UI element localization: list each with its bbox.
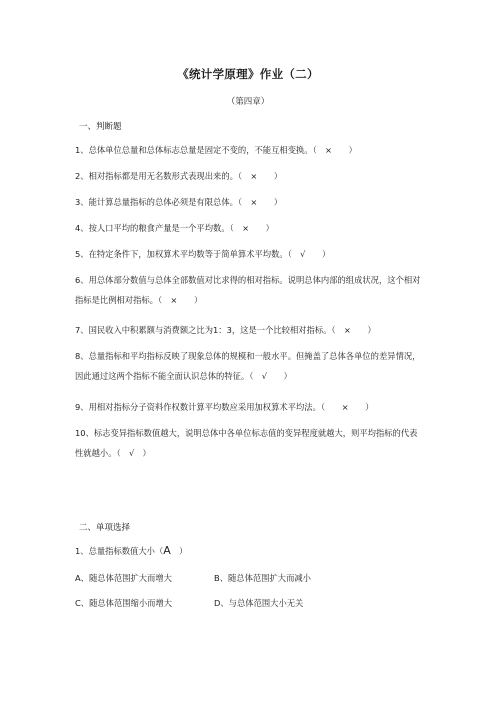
option-c: C、随总体范围缩小而增大 [75, 598, 173, 608]
question-text: 10、标志变异指标数值越大，说明总体中各单位标志值的变异程度就越大，则平均指标的代表性就越小。 [75, 428, 418, 458]
question-item [75, 397, 425, 417]
question-item [75, 346, 425, 386]
question-answer: （ × ） [229, 223, 274, 233]
question-text: 1、总量指标数值大小（ [75, 546, 164, 556]
question-answer: （ × ） [237, 197, 283, 207]
question-answer: （ × ） [237, 171, 283, 181]
option-b: B、随总体范围扩大而减小 [214, 573, 311, 583]
question-text: 1、总体单位总量和总体标志总量是固定不变的，不能互相变换。 [75, 145, 313, 155]
section-heading-single-choice: 二、单项选择 [79, 523, 131, 533]
question-answer: （ √ ） [249, 371, 292, 381]
question-text: 4、按人口平均的粮食产量是一个平均数。 [75, 223, 230, 233]
question-item [75, 270, 425, 310]
question-text: 9、用相对指标分子资料作权数计算平均数应采用加权算术平均法。 [75, 402, 321, 412]
question-text: 5、在特定条件下，加权算术平均数等于简单算术平均数。 [75, 249, 288, 259]
question-answer: （ √ ） [287, 249, 331, 259]
question-text: 2、相对指标都是用无名数形式表现出来的。 [75, 171, 238, 181]
question-item [75, 218, 425, 238]
document-title: 《统计学原理》作业（二） [177, 67, 319, 81]
question-close-bracket: ） [170, 546, 188, 556]
question-text: 3、能计算总量指标的总体必须是有限总体。 [75, 197, 238, 207]
option-d: D、与总体范围大小无关 [214, 598, 304, 608]
document-subtitle: （第四章） [226, 97, 270, 107]
question-answer: （ × ） [320, 402, 374, 412]
question-answer: （ × ） [331, 325, 376, 335]
option-a: A、随总体范围扩大而增大 [75, 573, 172, 583]
question-item [75, 320, 425, 340]
question-answer: （ × ） [312, 145, 357, 155]
question-item [75, 166, 425, 186]
question-text: 6、用总体部分数值与总体全部数值对比求得的相对指标。说明总体内部的组成状况，这个相对指标是比例相对指标。 [75, 275, 421, 305]
question-answer: （ × ） [157, 295, 203, 305]
question-item [75, 541, 425, 561]
question-text: 7、国民收入中积累额与消费额之比为1：3，这是一个比较相对指标。 [75, 325, 332, 335]
section-heading-true-false: 一、判断题 [79, 122, 122, 132]
question-answer: A [163, 544, 171, 557]
question-answer: （ √ ） [116, 448, 151, 458]
question-item [75, 244, 425, 264]
question-item [75, 423, 425, 463]
question-item [75, 140, 425, 160]
question-text: 8、总量指标和平均指标反映了现象总体的规模和一般水平。但掩盖了总体各单位的差异情况，因此通过这两个指标不能全面认识总体的特征。 [75, 351, 421, 381]
question-item [75, 192, 425, 212]
